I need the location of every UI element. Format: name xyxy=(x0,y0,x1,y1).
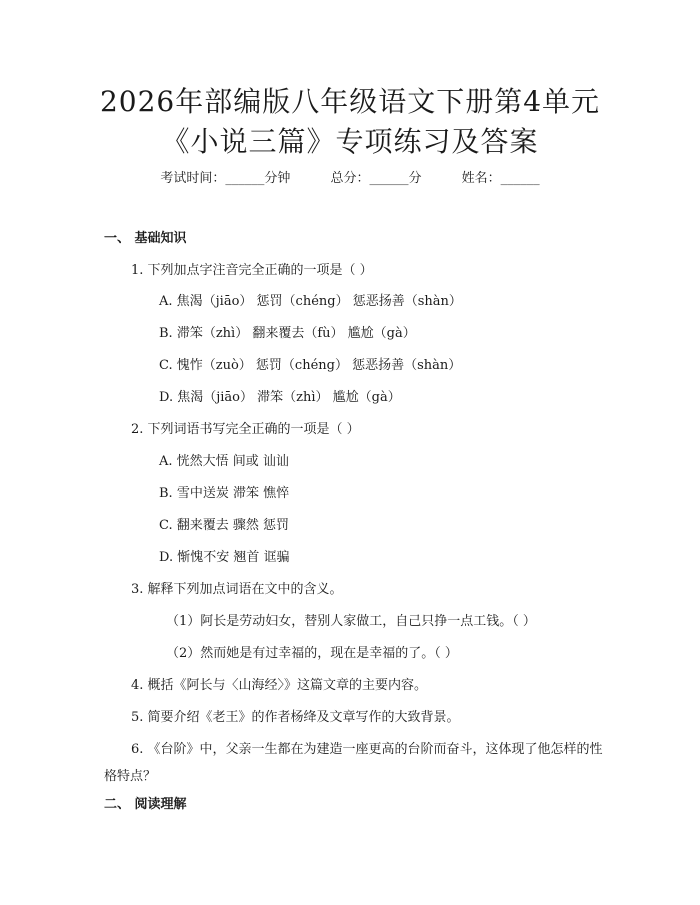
q3-sub-2: （2）然而她是有过幸福的，现在是幸福的了。（ ） xyxy=(166,646,458,661)
section-heading: 二、 阅读理解 xyxy=(104,797,187,812)
q2-option-d: D. 惭愧不安 翘首 诓骗 xyxy=(159,550,290,565)
q1-option-d: D. 焦渴（jiāo） 滞笨（zhì） 尴尬（gà） xyxy=(159,390,401,405)
question-4: 4. 概括《阿长与〈山海经〉》这篇文章的主要内容。 xyxy=(131,678,428,693)
q1-option-c: C. 愧怍（zuò） 惩罚（chéng） 惩恶扬善（shàn） xyxy=(159,358,462,373)
q3-sub-1: （1）阿长是劳动妇女，替别人家做工，自己只挣一点工钱。（ ） xyxy=(166,614,536,629)
exam-score: 总分：______分 xyxy=(330,171,422,186)
question-2: 2. 下列词语书写完全正确的一项是（ ） xyxy=(131,422,360,437)
question-3: 3. 解释下列加点词语在文中的含义。 xyxy=(131,582,343,597)
q2-option-b: B. 雪中送炭 滞笨 憔悴 xyxy=(159,486,290,501)
exam-meta xyxy=(0,170,700,188)
q2-option-c: C. 翻来覆去 骤然 惩罚 xyxy=(159,518,290,533)
q2-option-a: A. 恍然大悟 间或 讪讪 xyxy=(159,454,289,469)
q1-option-a: A. 焦渴（jiāo） 惩罚（chéng） 惩恶扬善（shàn） xyxy=(159,294,462,309)
document-title: 2026年部编版八年级语文下册第4单元《小说三篇》专项练习及答案 xyxy=(99,85,601,158)
question-5: 5. 简要介绍《老王》的作者杨绛及文章写作的大致背景。 xyxy=(131,710,460,725)
student-name: 姓名：______ xyxy=(461,171,540,186)
q1-option-b: B. 滞笨（zhì） 翻来覆去（fù） 尴尬（gà） xyxy=(159,326,416,341)
question-6: 6. 《台阶》中，父亲一生都在为建造一座更高的台阶而奋斗，这体现了他怎样的性格特点？ xyxy=(104,742,603,784)
section-heading: 一、 基础知识 xyxy=(104,231,187,246)
exam-time: 考试时间：______分钟 xyxy=(160,171,291,186)
question-1: 1. 下列加点字注音完全正确的一项是（ ） xyxy=(131,263,373,278)
